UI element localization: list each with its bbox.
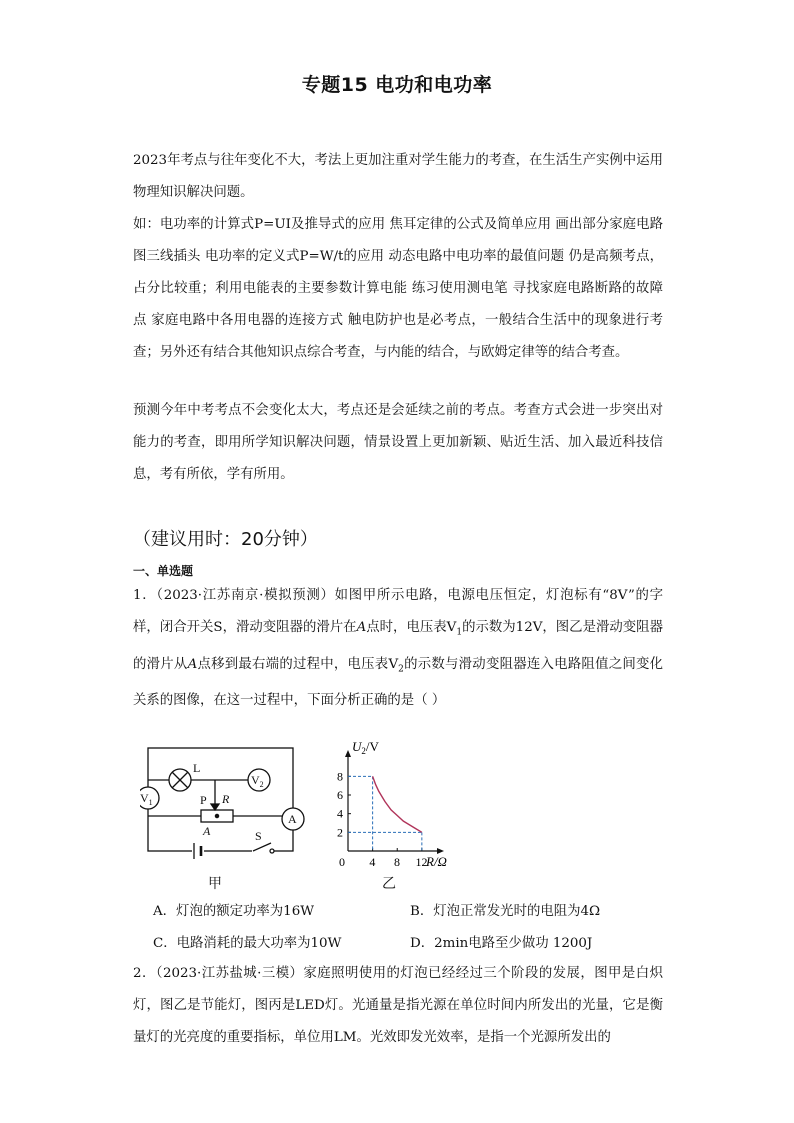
circuit-and-graph: [140, 728, 470, 888]
ammeter-label: A: [288, 812, 297, 826]
slider-p-label: P: [200, 793, 207, 807]
q1-point-a-1: A: [356, 620, 367, 635]
intro-paragraph-2: 如：电功率的计算式P=UI及推导式的应用 焦耳定律的公式及简单应用 画出部分家庭电路图三线插头 电功率的定义式P=W/t的应用 动态电路中电功率的最值问题 仍是高频考点，占分比较重；利用电能表的主要参数计算电能 练习使用测电笔 寻找家庭电路断路的故障点 家庭电路中各用电器的连接方式 触电防护也是必考点，一般结合生活中的现象进行考查；另外还有结合其他知识点综合考查，与内能的结合，与欧姆定律等的结合考查。: [133, 217, 663, 360]
q1-sub-2: 2: [398, 664, 404, 675]
switch-s-label: S: [255, 829, 262, 843]
y-tick-label-2: 6: [337, 788, 343, 802]
intro-paragraph-1: 2023年考点与往年变化不大，考法上更加注重对学生能力的考查，在生活生产实例中运用物理知识解决问题。: [133, 153, 663, 200]
x-tick-label-0: 0: [339, 855, 345, 869]
q1-point-a-2: A: [187, 656, 198, 672]
point-a-label: A: [203, 824, 211, 838]
switch-contact: [270, 849, 274, 853]
x-tick-label-3: 12: [415, 855, 428, 869]
option-c: C．电路消耗的最大功率为10W: [153, 936, 342, 951]
circuit-labels: [140, 761, 297, 843]
y-tick-label-1: 4: [337, 806, 343, 821]
x-tick-label-2: 8: [394, 855, 401, 869]
y-tick-label-3: 8: [337, 769, 343, 784]
q1-text-b: 点时，电压表V: [366, 620, 457, 635]
graph-u2-vs-r: [337, 739, 447, 869]
slider-arrow-icon: [211, 804, 219, 810]
time-hint: （建议用时：20分钟）: [133, 529, 318, 550]
y-tick-label-0: 2: [337, 825, 343, 840]
x-tick-label-1: 4: [369, 855, 376, 869]
question-1-text: [133, 580, 663, 717]
page-title: 专题15 电功和电功率: [301, 74, 493, 96]
q1-sub-1: 1: [456, 627, 463, 638]
lamp-label: L: [193, 761, 201, 775]
y-axis-label-unit: /V: [365, 739, 379, 754]
y-axis-arrow: [345, 750, 351, 757]
q1-text-c: 的示数为12V，图乙是滑动变阻器的滑片从: [133, 620, 663, 672]
q1-text-e: 的示数与滑动变阻器连入电路阻值之间变化关系的图像，在这一过程中，下面分析正确的是（ ）: [133, 656, 664, 709]
q1-text-a: 1．（2023·江苏南京·模拟预测）如图甲所示电路，电源电压恒定，灯泡标有“8V”的字样，闭合开关S，滑动变阻器的滑片在: [133, 588, 663, 635]
v1-letter: V: [140, 791, 149, 805]
series-curve: [373, 776, 422, 832]
v1-sub: 1: [148, 798, 153, 807]
rheostat-r-label: R: [222, 792, 230, 806]
question-1-figure: [140, 728, 470, 892]
section-heading: 一、单选题: [133, 564, 194, 578]
v2-sub: 2: [259, 780, 264, 789]
y-axis-label: [352, 739, 380, 756]
q1-text-d: 点移到最右端的过程中，电压表V: [197, 656, 399, 672]
circuit-outer-wire: [148, 748, 293, 851]
option-b: B．灯泡正常发光时的电阻为4Ω: [410, 904, 601, 919]
figure-label-yi: 乙: [382, 876, 396, 892]
x-axis-label: R/Ω: [426, 854, 447, 869]
option-d: D．2min电路至少做功 1200J: [410, 936, 593, 951]
y-axis-label-sub: 2: [361, 746, 366, 756]
figure-label-jia: 甲: [208, 876, 222, 892]
intro-paragraph-3: 预测今年中考考点不会变化太大，考点还是会延续之前的考点。考查方式会进一步突出对能力的考查，即用所学知识解决问题，情景设置上更加新颖、贴近生活、加入最近科技信息，考有所依，学有所用。: [133, 403, 663, 482]
point-a-dot: [215, 814, 218, 817]
v2-letter: V: [251, 773, 260, 787]
option-a: A．灯泡的额定功率为16W: [153, 904, 314, 919]
question-2-text: 2．（2023·江苏盐城·三模）家庭照明使用的灯泡已经经过三个阶段的发展，图甲是白炽灯，图乙是节能灯，图丙是LED灯。光通量是指光源在单位时间内所发出的光量，它是衡量灯的光亮度的重要指标，单位用LM。光效即发光效率，是指一个光源所发出的: [133, 966, 663, 1045]
y-axis-label-main: U: [352, 739, 362, 754]
